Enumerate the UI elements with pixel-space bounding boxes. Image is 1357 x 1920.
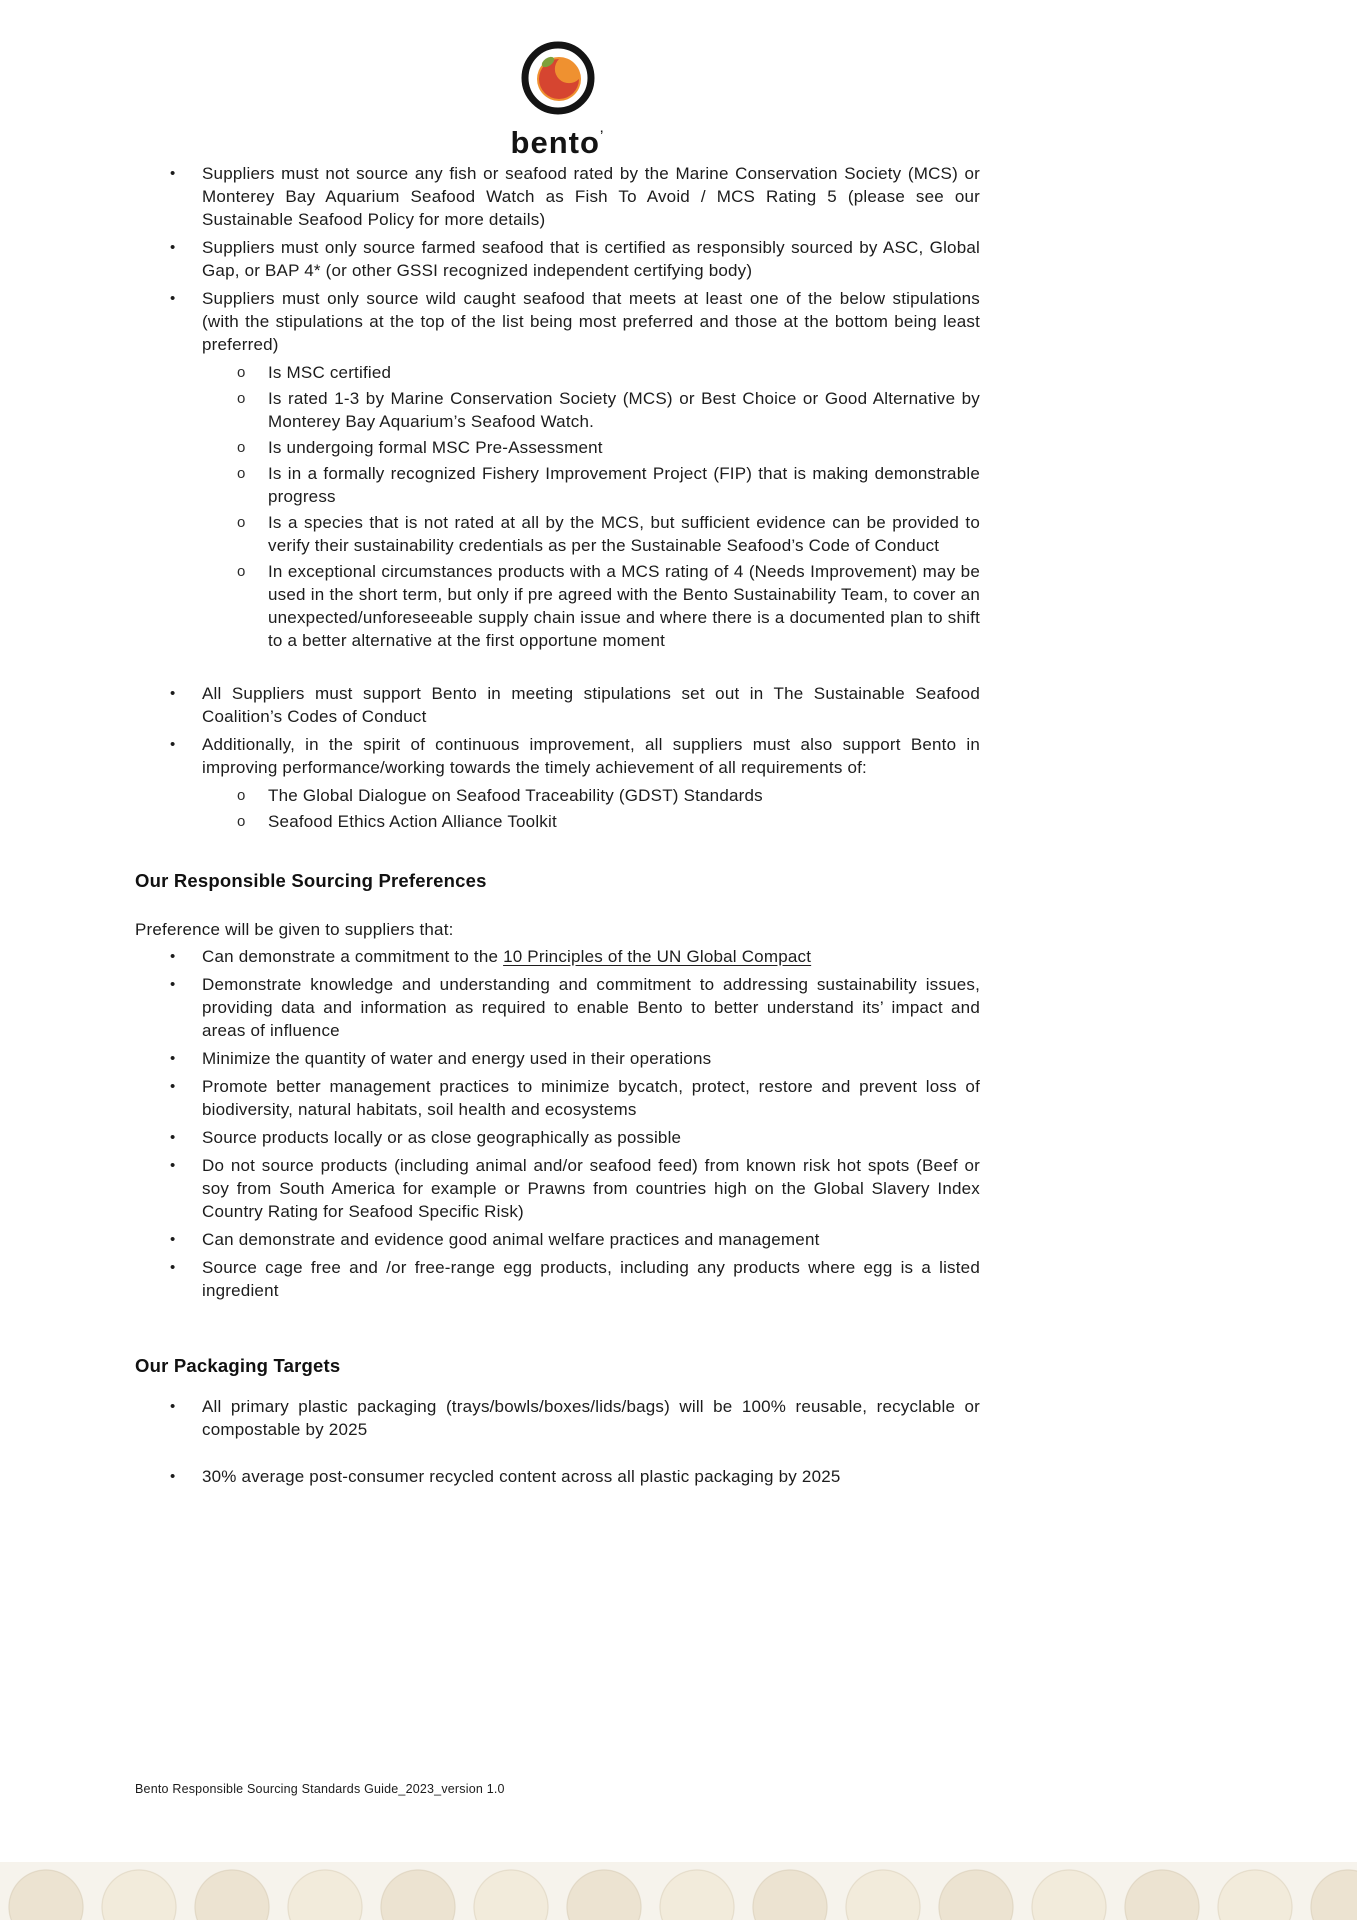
list-item: [135, 361, 980, 384]
list-item: [135, 1047, 980, 1070]
bullet-icon: •: [170, 1468, 176, 1485]
packaging-targets-list: [135, 1395, 980, 1488]
bullet-icon: •: [170, 1259, 176, 1276]
list-item: [135, 236, 980, 282]
list-item-text: Source products locally or as close geographically as possible: [202, 1128, 682, 1147]
bullet-icon: •: [170, 1129, 176, 1146]
preferences-intro-line: Preference will be given to suppliers that:: [135, 920, 454, 939]
list-item: [135, 1228, 980, 1251]
sub-bullet-icon: o: [237, 465, 246, 482]
list-item-text: All primary plastic packaging (trays/bowls/boxes/lids/bags) will be 100% reusable, recyclable or compostable by 2025: [202, 1397, 980, 1439]
sub-bullet-icon: o: [237, 514, 246, 531]
bullet-icon: •: [170, 736, 176, 753]
list-item-text: Additionally, in the spirit of continuous improvement, all suppliers must also support Bento in improving performance/working towards the timely achievement of all requirements of:: [202, 735, 980, 777]
list-item-text: Is rated 1-3 by Marine Conservation Society (MCS) or Best Choice or Good Alternative by Monterey Bay Aquarium’s Seafood Watch.: [268, 389, 980, 431]
bullet-icon: •: [170, 290, 176, 307]
list-item: [135, 733, 980, 779]
sourcing-preferences-list: [135, 945, 980, 1302]
list-item: [135, 1126, 980, 1149]
page-bottom-decoration: [0, 1862, 1357, 1920]
bullet-icon: •: [170, 1157, 176, 1174]
list-item-text: Source cage free and /or free-range egg products, including any products where egg is a listed ingredient: [202, 1258, 980, 1300]
supplier-support-list: [135, 682, 980, 779]
bullet-icon: •: [170, 976, 176, 993]
sub-bullet-icon: o: [237, 390, 246, 407]
list-item: [135, 560, 980, 652]
list-item-text: 30% average post-consumer recycled content across all plastic packaging by 2025: [202, 1467, 841, 1486]
list-item: [135, 511, 980, 557]
bento-logo-icon: [515, 36, 601, 125]
sub-bullet-icon: o: [237, 787, 246, 804]
bullet-icon: •: [170, 1398, 176, 1415]
list-item: [135, 387, 980, 433]
bullet-icon: •: [170, 948, 176, 965]
list-item: [135, 945, 980, 968]
list-item-text: [202, 945, 980, 968]
list-item-text-prefix: Can demonstrate a commitment to the: [202, 947, 504, 966]
list-item: [135, 1154, 980, 1223]
list-item: [135, 462, 980, 508]
list-item-text: Promote better management practices to minimize bycatch, protect, restore and prevent loss of biodiversity, natural habitats, soil health and ecosystems: [202, 1077, 980, 1119]
bullet-icon: •: [170, 1050, 176, 1067]
document-body: [135, 162, 980, 1493]
list-item-text: Is in a formally recognized Fishery Improvement Project (FIP) that is making demonstrable progress: [268, 464, 980, 506]
list-item-text: The Global Dialogue on Seafood Traceability (GDST) Standards: [268, 786, 763, 805]
section-heading-packaging-targets: Our Packaging Targets: [135, 1355, 341, 1376]
logo-wordmark: [135, 127, 980, 158]
list-item-text: Is undergoing formal MSC Pre-Assessment: [268, 438, 603, 457]
bullet-icon: •: [170, 239, 176, 256]
list-item-text: Do not source products (including animal and/or seafood feed) from known risk hot spots (Beef or soy from South America for example or Prawns from countries high on the Global Slavery Index Country Rating for Seafood Specific Risk): [202, 1156, 980, 1221]
list-item: [135, 1256, 980, 1302]
list-item-text: Suppliers must only source wild caught seafood that meets at least one of the below stipulations (with the stipulations at the top of the list being most preferred and those at the bottom being least preferred): [202, 289, 980, 354]
sub-bullet-icon: o: [237, 813, 246, 830]
list-item: [135, 784, 980, 807]
list-item: [135, 162, 980, 231]
list-item: [135, 1465, 980, 1488]
list-item-text: Demonstrate knowledge and understanding and commitment to addressing sustainability issues, providing data and information as required to enable Bento to better understand its’ impact and areas of influence: [202, 975, 980, 1040]
bullet-icon: •: [170, 685, 176, 702]
sub-bullet-icon: o: [237, 364, 246, 381]
list-item-text: All Suppliers must support Bento in meeting stipulations set out in The Sustainable Seafood Coalition’s Codes of Conduct: [202, 684, 980, 726]
logo-tick-mark: ’: [599, 128, 605, 146]
continuous-improvement-list: [135, 784, 980, 833]
un-global-compact-link[interactable]: 10 Principles of the UN Global Compact: [503, 947, 812, 966]
bullet-icon: •: [170, 165, 176, 182]
list-item-text: Minimize the quantity of water and energy used in their operations: [202, 1049, 712, 1068]
list-item-text: Is a species that is not rated at all by the MCS, but sufficient evidence can be provided to verify their sustainability credentials as per the Sustainable Seafood’s Code of Conduct: [268, 513, 980, 555]
list-item-text: Seafood Ethics Action Alliance Toolkit: [268, 812, 557, 831]
bullet-icon: •: [170, 1078, 176, 1095]
section-heading-responsible-sourcing-preferences: Our Responsible Sourcing Preferences: [135, 870, 487, 891]
list-item-text: Can demonstrate and evidence good animal welfare practices and management: [202, 1230, 820, 1249]
list-item: [135, 973, 980, 1042]
list-item: [135, 287, 980, 356]
logo-brand-text: bento: [510, 125, 600, 160]
list-item: [135, 436, 980, 459]
brand-logo: [135, 36, 980, 158]
list-item: [135, 1395, 980, 1441]
list-item: [135, 682, 980, 728]
list-item-text: Suppliers must only source farmed seafood that is certified as responsibly sourced by ASC, Global Gap, or BAP 4* (or other GSSI recognized independent certifying body): [202, 238, 980, 280]
wild-caught-stipulations-list: [135, 361, 980, 652]
list-item-text: Suppliers must not source any fish or seafood rated by the Marine Conservation Society (MCS) or Monterey Bay Aquarium Seafood Watch as Fish To Avoid / MCS Rating 5 (please see our Sustainable Seafood Policy for more details): [202, 164, 980, 229]
list-item: [135, 810, 980, 833]
list-item: [135, 1075, 980, 1121]
document-footer: Bento Responsible Sourcing Standards Guide_2023_version 1.0: [135, 1782, 505, 1796]
bullet-icon: •: [170, 1231, 176, 1248]
list-item-text: Is MSC certified: [268, 363, 392, 382]
seafood-requirements-list: [135, 162, 980, 356]
list-item-text: In exceptional circumstances products with a MCS rating of 4 (Needs Improvement) may be used in the short term, but only if pre agreed with the Bento Sustainability Team, to cover an unexpected/unforeseeable supply chain issue and where there is a documented plan to shift to a better alternative at the first opportune moment: [268, 562, 980, 650]
sub-bullet-icon: o: [237, 563, 246, 580]
sub-bullet-icon: o: [237, 439, 246, 456]
